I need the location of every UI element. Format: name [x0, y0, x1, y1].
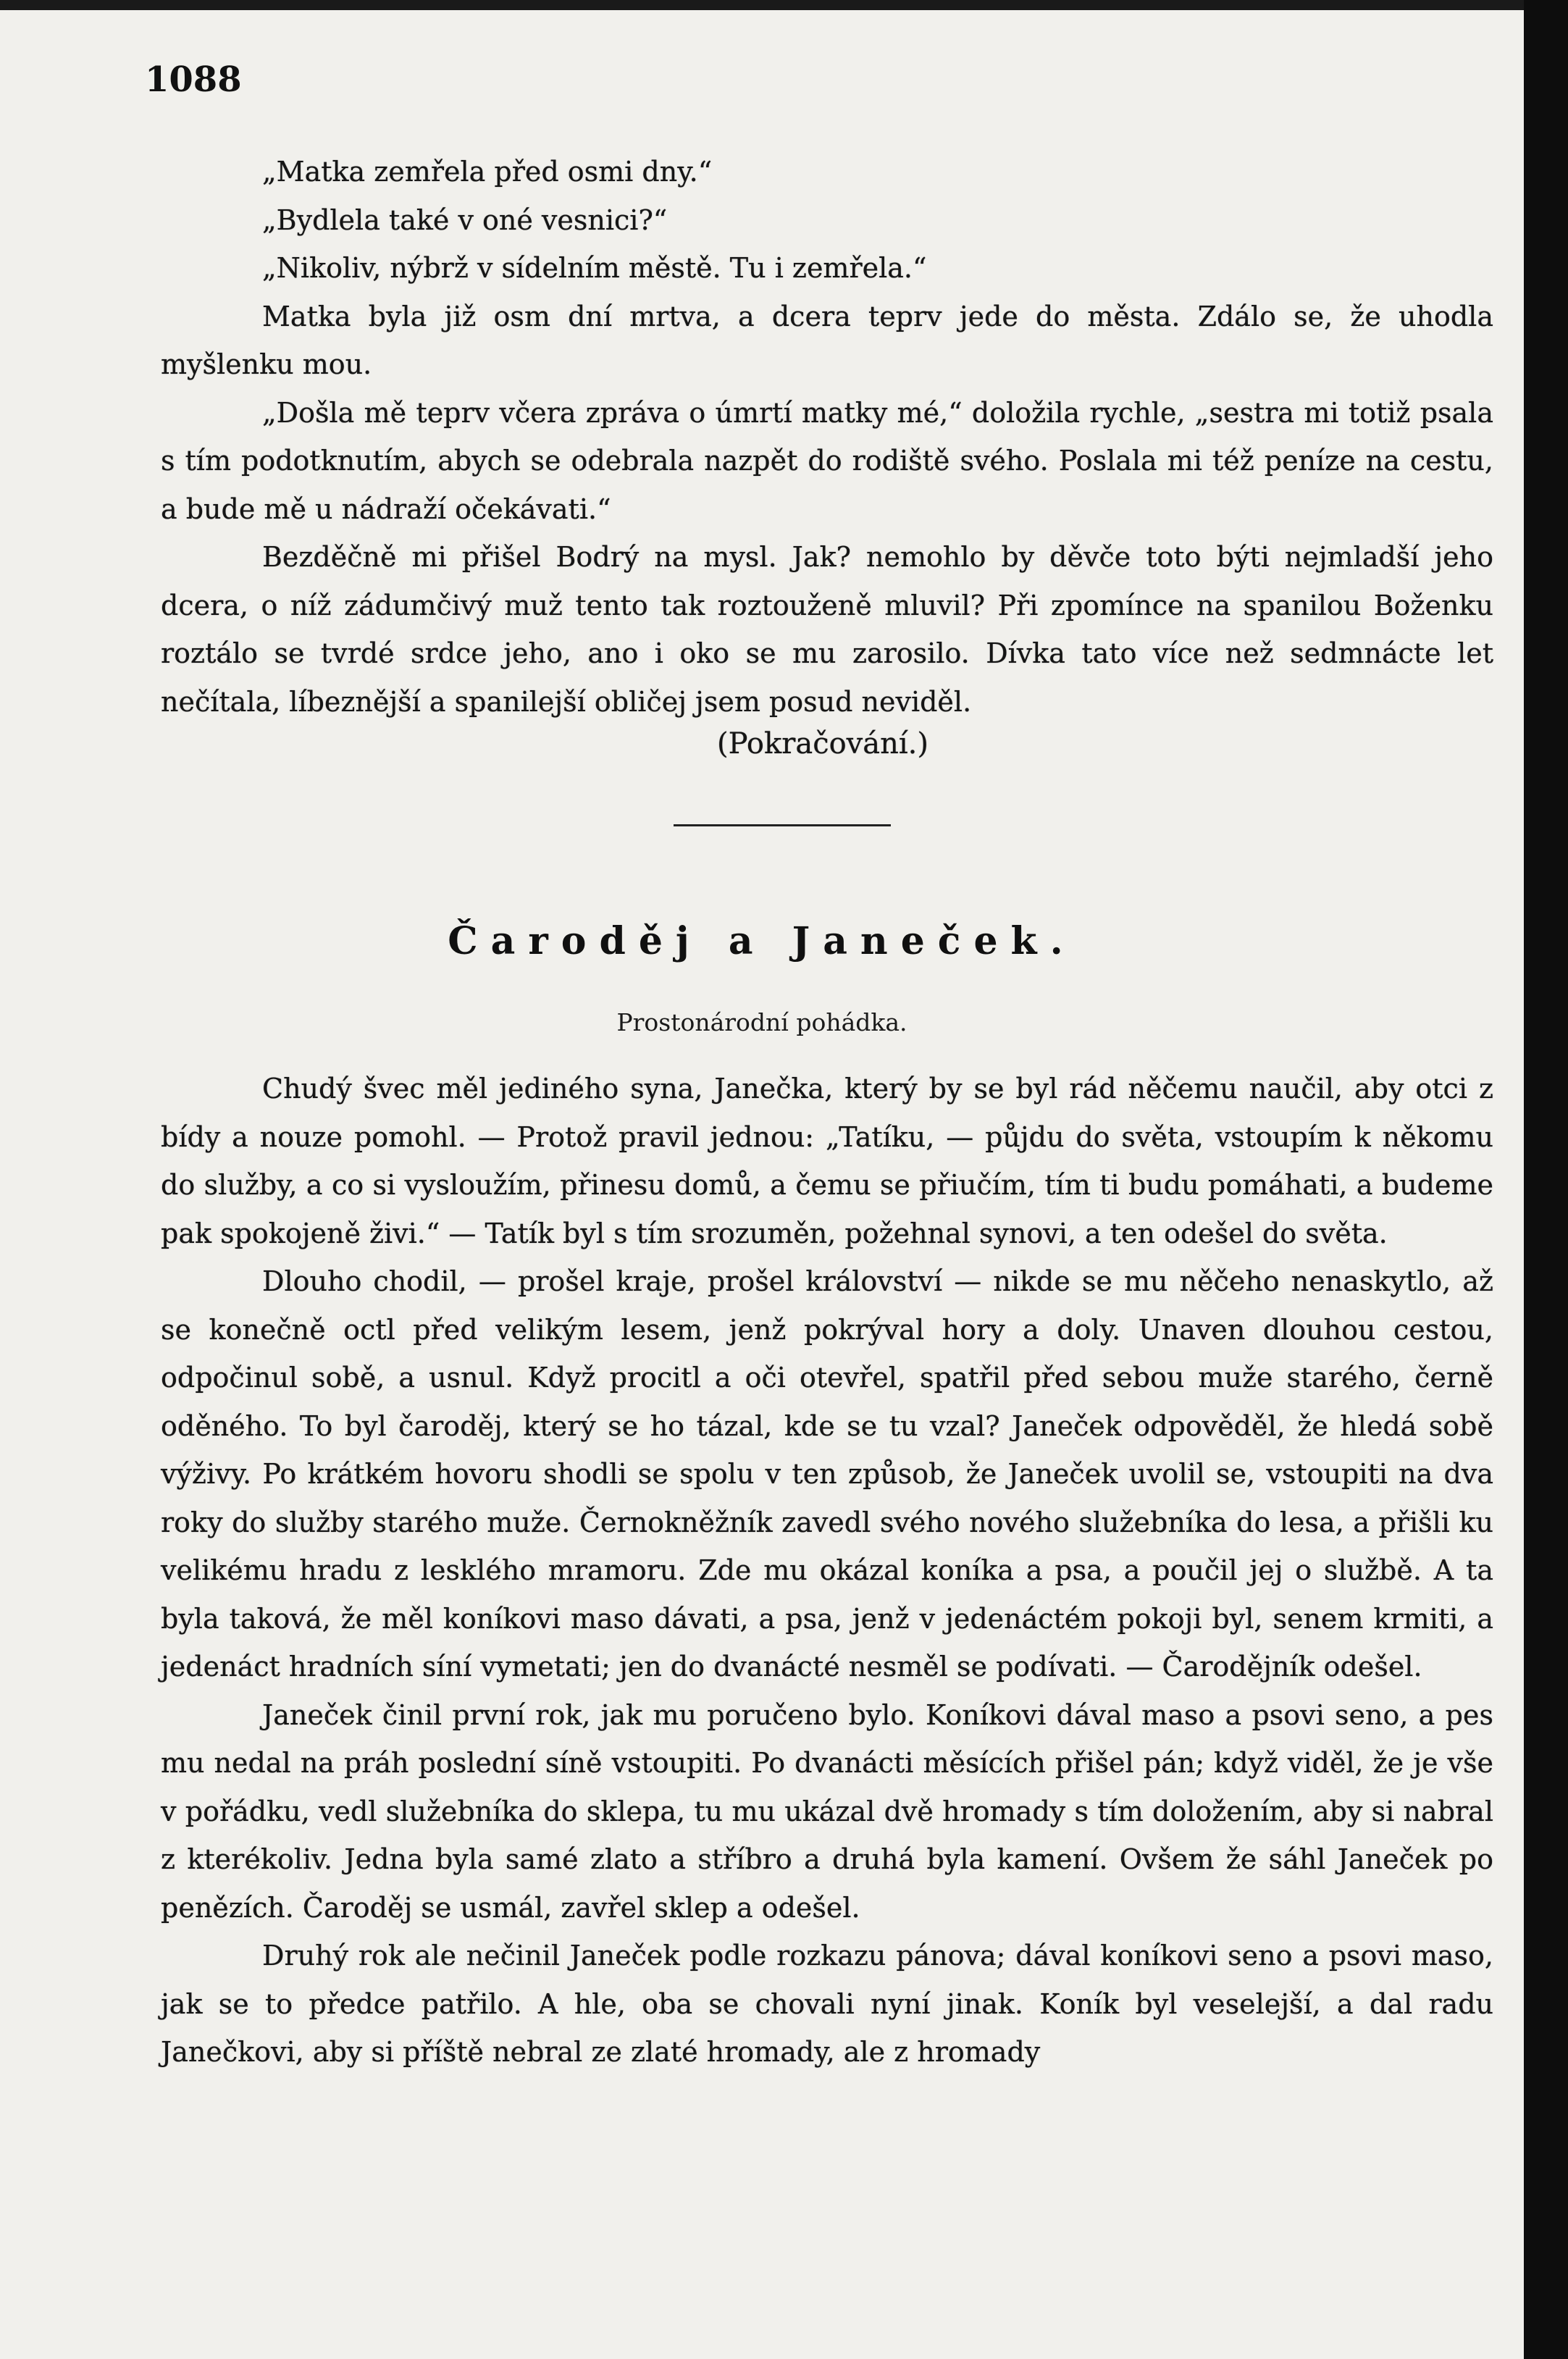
story-subtitle: Prostonárodní pohádka. [616, 1008, 907, 1036]
paragraph: „Matka zemřela před osmi dny.“ [262, 156, 713, 188]
story-title: Čaroděj a Janeček. [448, 919, 1076, 963]
paragraph: „Nikoliv, nýbrž v sídelním městě. Tu i zemřela.“ [262, 252, 927, 284]
paragraph: Dlouho chodil, — prošel kraje, prošel království — nikde se mu něčeho nenaskytlo, až se konečně octl před velikým lesem, jenž pokrýval hory a doly. Unaven dlouhou cestou, odpočinul sobě, a usnul. Když procitl a oči otevřel, spatřil před sebou muže starého, černě oděného. To byl čaroděj, který se ho tázal, kde se tu vzal? Janeček odpověděl, že hledá sobě výživy. Po krátkém hovoru shodli se spolu v ten způsob, že Janeček uvolil se, vstoupiti na dva roky do služby starého muže. Černokněžník zavedl svého nového služebníka do lesa, a přišli ku velikému hradu z lesklého mramoru. Zde mu okázal koníka a psa, a poučil jej o službě. A ta byla taková, že měl koníkovi maso dávati, a psa, jenž v jedenáctém pokoji byl, senem krmiti, a jedenáct hradních síní vymetati; jen do dvanácté nesměl se podívati. — Čarodějník odešel. [161, 1265, 1493, 1683]
previous-story-text [161, 148, 1493, 726]
scan-border [1524, 0, 1568, 2359]
story-text [161, 1065, 1493, 2077]
paragraph: Druhý rok ale nečinil Janeček podle rozkazu pánova; dával koníkovi seno a psovi maso, jak se to předce patřilo. A hle, oba se chovali nyní jinak. Koník byl veselejší, a dal radu Janečkovi, aby si příště nebral ze zlaté hromady, ale z hromady [161, 1940, 1493, 2068]
continued-label: (Pokračování.) [717, 727, 928, 761]
paragraph: Chudý švec měl jediného syna, Janečka, který by se byl rád něčemu naučil, aby otci z bídy a nouze pomohl. — Protož pravil jednou: „Tatíku, — půjdu do světa, vstoupím k někomu do služby, a co si vysloužím, přinesu domů, a čemu se přiučím, tím ti budu pomáhati, a budeme pak spokojeně živi.“ — Tatík byl s tím srozuměn, požehnal synovi, a ten odešel do světa. [161, 1073, 1493, 1249]
page-number: 1088 [145, 59, 242, 100]
paragraph: Bezděčně mi přišel Bodrý na mysl. Jak? nemohlo by děvče toto býti nejmladší jeho dcera, o níž zádumčivý muž tento tak roztouženě mluvil? Při zpomínce na spanilou Boženku roztálo se tvrdé srdce jeho, ano i oko se mu zarosilo. Dívka tato více než sedmnácte let nečítala, líbeznější a spanilejší obličej jsem posud neviděl. [161, 541, 1493, 718]
book-page [0, 10, 1524, 2359]
paragraph: „Bydlela také v oné vesnici?“ [262, 204, 668, 236]
section-divider [674, 824, 891, 826]
paragraph: Matka byla již osm dní mrtva, a dcera teprv jede do města. Zdálo se, že uhodla myšlenku mou. [161, 300, 1493, 380]
paragraph: „Došla mě teprv včera zpráva o úmrtí matky mé,“ doložila rychle, „sestra mi totiž psala s tím podotknutím, abych se odebrala nazpět do rodiště svého. Poslala mi též peníze na cestu, a bude mě u nádraží očekávati.“ [161, 396, 1493, 525]
paragraph: Janeček činil první rok, jak mu poručeno bylo. Koníkovi dával maso a psovi seno, a pes mu nedal na práh poslední síně vstoupiti. Po dvanácti měsících přišel pán; když viděl, že je vše v pořádku, vedl služebníka do sklepa, tu mu ukázal dvě hromady s tím doložením, aby si nabral z kterékoliv. Jedna byla samé zlato a stříbro a druhá byla kamení. Ovšem že sáhl Janeček po penězích. Čaroděj se usmál, zavřel sklep a odešel. [161, 1698, 1493, 1924]
